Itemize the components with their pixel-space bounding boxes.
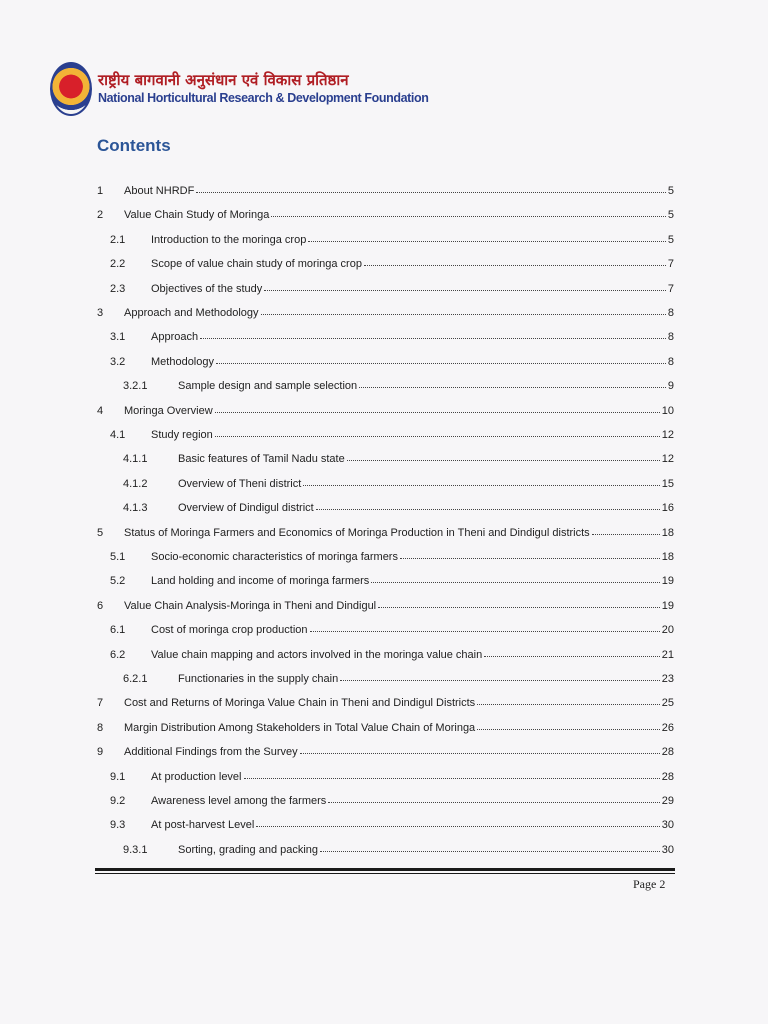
toc-dot-leader (347, 450, 660, 461)
toc-entry-number: 9 (97, 746, 104, 759)
toc-dot-leader (340, 670, 660, 681)
toc-entry-title: Status of Moringa Farmers and Economics of Moringa Production in Theni and Dindigul districts (124, 526, 590, 539)
toc-entry-number: 9.3 (110, 819, 126, 832)
toc-entry-number: 9.3.1 (123, 843, 148, 856)
toc-dot-leader (215, 426, 660, 437)
toc-dot-leader (256, 816, 659, 827)
toc-dot-leader (320, 841, 660, 852)
toc-entry-title: At production level (151, 770, 242, 783)
toc-dot-leader (261, 304, 666, 315)
toc-entry-number: 3.1 (110, 331, 126, 344)
toc-dot-leader (216, 353, 666, 364)
toc-entry-number: 4.1.3 (123, 502, 148, 515)
toc-entry-title: Value Chain Analysis-Moringa in Theni and Dindigul (124, 599, 377, 612)
toc-entry-page: 30 (661, 819, 674, 832)
toc-entry-number: 5 (97, 526, 104, 539)
toc-entry-page: 25 (661, 697, 674, 710)
page-number: Page 2 (633, 877, 666, 891)
toc-entry-number: 3 (97, 307, 104, 319)
toc-entry-page: 18 (661, 526, 674, 539)
toc-dot-leader (477, 719, 660, 730)
toc-entry (123, 842, 674, 862)
toc-entry-number: 9.1 (110, 770, 126, 783)
toc-entry-number: 6.2 (110, 648, 126, 661)
toc-entry-title: Approach and Methodology (124, 307, 259, 319)
toc-entry-title: Introduction to the moringa crop (151, 233, 307, 246)
toc-dot-leader (244, 768, 660, 779)
toc-entry (123, 476, 674, 496)
toc-entry-title: About NHRDF (124, 185, 195, 197)
toc-entry (97, 403, 674, 423)
toc-entry (110, 329, 674, 349)
toc-entry-page: 8 (667, 331, 674, 344)
toc-entry-page: 28 (661, 770, 674, 783)
toc-entry (110, 793, 674, 813)
toc-entry-title: Value chain mapping and actors involved in the moringa value chain (151, 648, 483, 661)
toc-dot-leader (271, 206, 666, 217)
toc-entry (110, 232, 674, 252)
toc-dot-leader (364, 255, 666, 266)
org-name-hindi: राष्ट्रीय बागवानी अनुसंधान एवं विकास प्रतिष्ठान (98, 71, 349, 90)
toc-entry (123, 378, 674, 398)
toc-dot-leader (359, 377, 666, 388)
toc-entry (123, 671, 674, 691)
toc-entry-page: 7 (667, 282, 674, 295)
toc-dot-leader (592, 524, 660, 535)
toc-dot-leader (484, 646, 660, 657)
toc-entry-title: Cost of moringa crop production (151, 624, 308, 637)
toc-entry-page: 26 (661, 721, 674, 734)
toc-entry-number: 6.1 (110, 624, 126, 637)
toc-entry (97, 744, 674, 764)
header-logo-block (50, 62, 428, 116)
toc-entry-number: 2.3 (110, 282, 126, 295)
toc-entry (97, 525, 674, 545)
toc-entry-page: 8 (667, 355, 674, 368)
org-names (98, 72, 428, 105)
toc-entry-page: 9 (667, 380, 674, 393)
toc-entry-number: 8 (97, 721, 104, 734)
toc-entry-title: Additional Findings from the Survey (124, 746, 298, 759)
toc-entry-number: 4 (97, 404, 104, 417)
toc-entry-page: 20 (661, 624, 674, 637)
toc-dot-leader (400, 548, 660, 559)
toc-entry-page: 12 (661, 453, 674, 466)
toc-entry-title: Approach (151, 331, 199, 344)
toc-entry-number: 6.2.1 (123, 673, 148, 685)
toc-entry-number: 3.2 (110, 355, 126, 368)
toc-entry-page: 7 (667, 258, 674, 271)
toc-dot-leader (303, 475, 659, 486)
toc-dot-leader (378, 597, 660, 608)
toc-entry-title: Moringa Overview (124, 404, 213, 417)
toc-dot-leader (308, 231, 666, 242)
toc-dot-leader (328, 792, 659, 803)
toc-entry-title: Awareness level among the farmers (151, 795, 327, 807)
toc-entry-number: 2.2 (110, 258, 126, 271)
toc-entry-page: 16 (661, 502, 674, 515)
toc-entry-page: 29 (661, 795, 674, 807)
toc-entry-title: Overview of Dindigul district (178, 502, 314, 515)
toc-entry-page: 21 (661, 648, 674, 661)
toc-entry-page: 12 (661, 429, 674, 441)
toc-entry-number: 7 (97, 697, 104, 710)
toc-entry-number: 5.1 (110, 551, 126, 563)
toc-entry (110, 256, 674, 276)
toc-entry (97, 183, 674, 203)
toc-entry (97, 720, 674, 740)
toc-entry (97, 207, 674, 227)
toc-dot-leader (264, 280, 666, 291)
toc-entry-page: 5 (667, 209, 674, 222)
toc-entry-page: 23 (661, 673, 674, 685)
toc-entry-title: Study region (151, 429, 213, 441)
toc-dot-leader (215, 402, 660, 413)
toc-entry-title: Sample design and sample selection (178, 380, 358, 393)
toc-entry-title: Socio-economic characteristics of moringa farmers (151, 551, 398, 563)
toc-dot-leader (310, 621, 660, 632)
toc-dot-leader (196, 182, 666, 193)
footer-rule-thin (95, 873, 675, 874)
toc-dot-leader (200, 328, 666, 339)
toc-entry-title: Objectives of the study (151, 282, 263, 295)
toc-entry-page: 10 (661, 404, 674, 417)
toc-entry-number: 4.1.1 (123, 453, 148, 466)
toc-entry (97, 305, 674, 325)
toc-entry (110, 647, 674, 667)
toc-entry-page: 15 (661, 477, 674, 490)
toc-entry (110, 817, 674, 837)
toc-entry-number: 2.1 (110, 233, 126, 246)
toc-dot-leader (300, 743, 660, 754)
toc-dot-leader (477, 694, 660, 705)
toc-entry-page: 5 (667, 185, 674, 197)
toc-dot-leader (371, 572, 659, 583)
toc-entry-title: Cost and Returns of Moringa Value Chain in Theni and Dindigul Districts (124, 697, 476, 710)
toc-entry (123, 500, 674, 520)
toc-entry (123, 451, 674, 471)
toc-entry-number: 6 (97, 599, 104, 612)
toc-entry-number: 4.1.2 (123, 477, 148, 490)
toc-entry-page: 5 (667, 233, 674, 246)
toc-entry-number: 1 (97, 185, 104, 197)
toc-entry-page: 8 (667, 307, 674, 319)
footer-rule-thick (95, 868, 675, 871)
toc-dot-leader (316, 499, 660, 510)
toc-entry-title: Overview of Theni district (178, 477, 302, 490)
toc-entry-number: 5.2 (110, 575, 126, 588)
contents-heading: Contents (97, 136, 171, 155)
toc-entry (110, 354, 674, 374)
toc-entry-page: 18 (661, 551, 674, 563)
org-name-english: National Horticultural Research & Development Foundation (98, 90, 429, 105)
toc-entry-number: 9.2 (110, 795, 126, 807)
toc-entry-page: 30 (661, 843, 674, 856)
toc-entry (110, 427, 674, 447)
toc-entry-title: Value Chain Study of Moringa (124, 209, 270, 222)
toc-entry-title: At post-harvest Level (151, 819, 255, 832)
toc-entry (97, 695, 674, 715)
toc-entry-number: 4.1 (110, 429, 126, 441)
toc-entry-title: Sorting, grading and packing (178, 843, 319, 856)
toc-entry (110, 281, 674, 301)
toc-entry-page: 28 (661, 746, 674, 759)
toc-entry-title: Basic features of Tamil Nadu state (178, 453, 345, 466)
toc-entry (110, 622, 674, 642)
toc-entry-number: 2 (97, 209, 104, 222)
toc-entry-title: Functionaries in the supply chain (178, 673, 339, 685)
toc-entry-title: Methodology (151, 355, 214, 368)
toc-entry (110, 549, 674, 569)
toc-entry-number: 3.2.1 (123, 380, 148, 393)
nhrdf-logo-icon (50, 62, 92, 116)
toc-entry-title: Land holding and income of moringa farmers (151, 575, 370, 588)
toc-entry-title: Scope of value chain study of moringa crop (151, 258, 362, 271)
toc-entry (110, 573, 674, 593)
toc-entry-page: 19 (661, 599, 674, 612)
toc-entry (110, 769, 674, 789)
toc-entry-page: 19 (661, 575, 674, 588)
toc-entry (97, 598, 674, 618)
toc-entry-title: Margin Distribution Among Stakeholders in Total Value Chain of Moringa (124, 721, 476, 734)
